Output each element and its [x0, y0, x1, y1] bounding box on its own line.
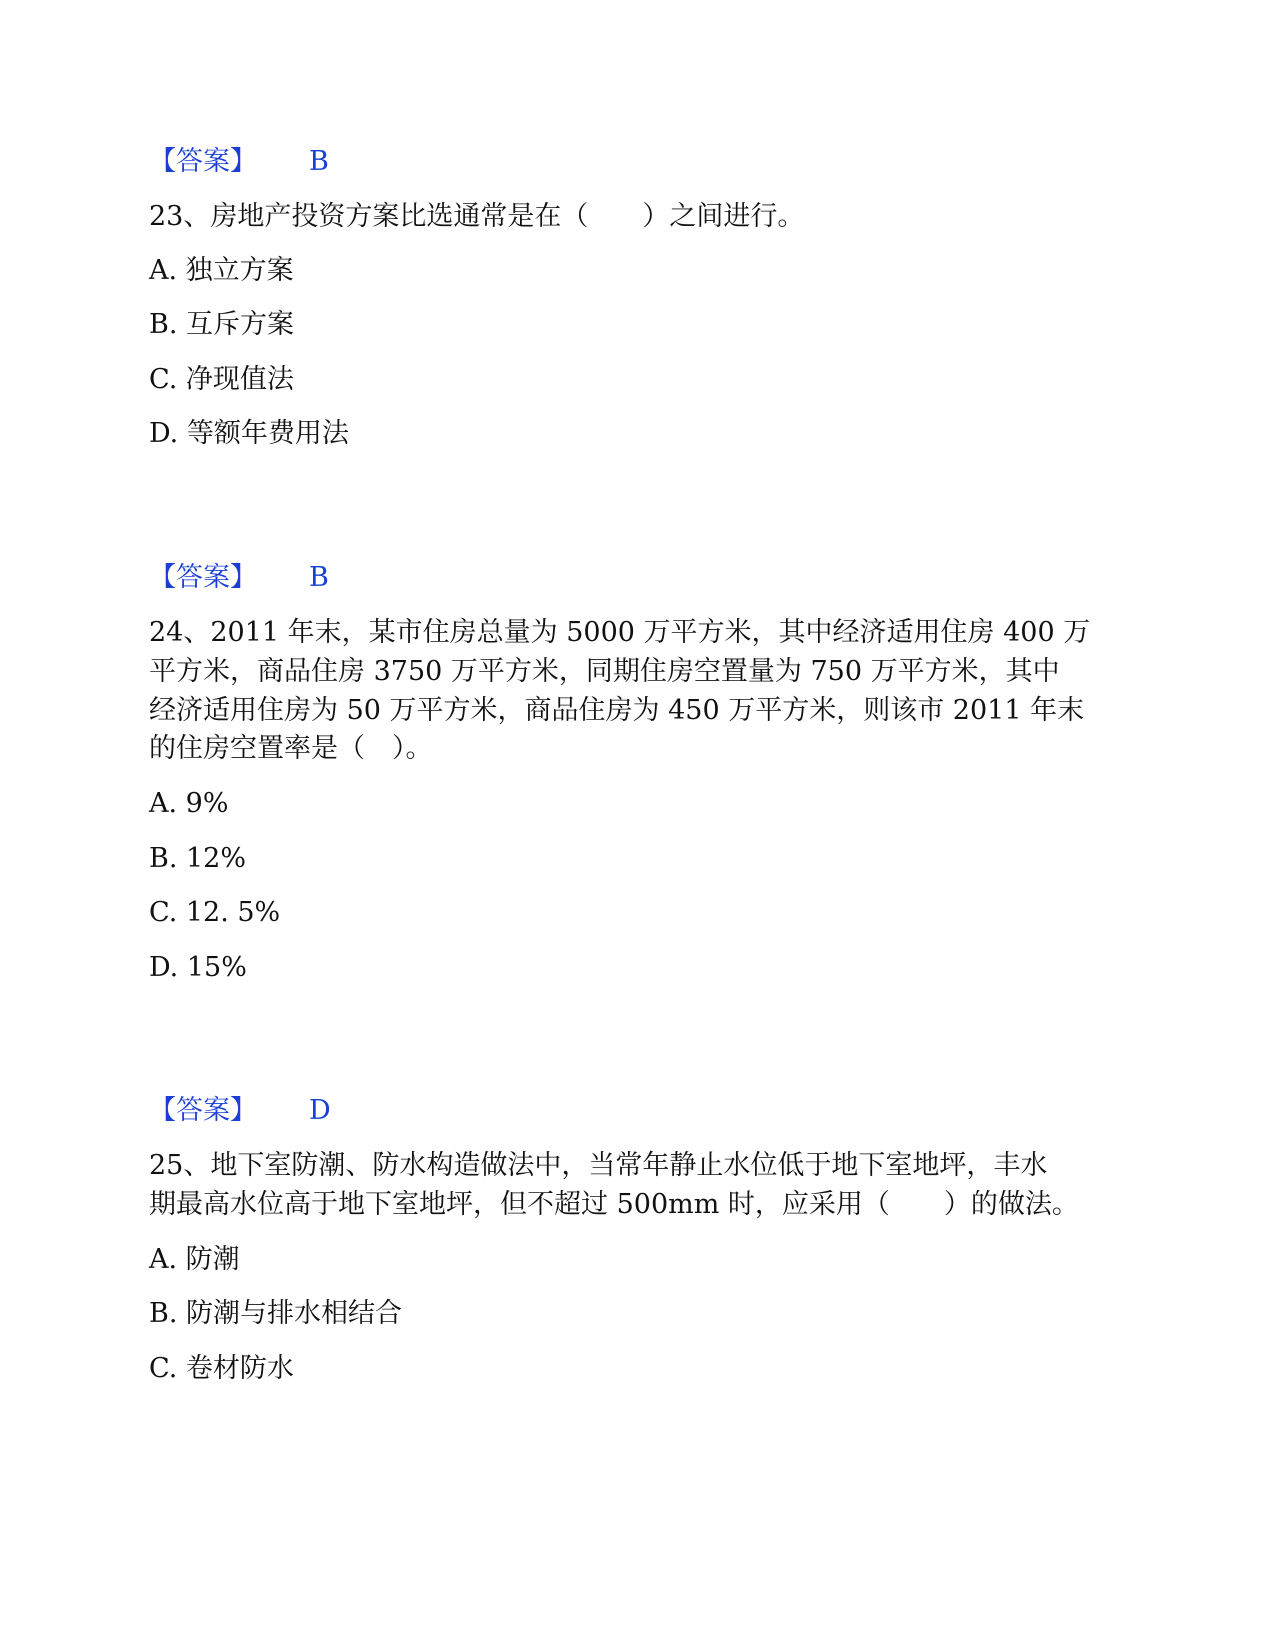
q23-option-a: A. 独立方案	[149, 255, 294, 286]
question-24-stem-line-4: 的住房空置率是（ ）。	[149, 733, 433, 764]
question-24-stem-line-3: 经济适用住房为 50 万平方米，商品住房为 450 万平方米，则该市 2011 年末	[149, 695, 1085, 726]
q24-option-b: B. 12%	[149, 843, 247, 874]
q24-option-a: A. 9%	[149, 788, 229, 819]
q25-option-c: C. 卷材防水	[149, 1353, 294, 1384]
question-23-stem: 23、房地产投资方案比选通常是在（ ）之间进行。	[149, 201, 805, 232]
answer-line-2	[149, 558, 329, 598]
answer-value: B	[309, 146, 329, 177]
question-24-stem-line-1: 24、2011 年末，某市住房总量为 5000 万平方米，其中经济适用住房 400 万	[149, 617, 1091, 648]
answer-label: 【答案】	[149, 562, 257, 593]
answer-value: B	[309, 562, 329, 593]
question-25-stem-line-2: 期最高水位高于地下室地坪，但不超过 500mm 时，应采用（ ）的做法。	[149, 1189, 1079, 1220]
answer-line-1	[149, 142, 329, 182]
answer-label: 【答案】	[149, 146, 257, 177]
question-25-stem-line-1: 25、地下室防潮、防水构造做法中，当常年静止水位低于地下室地坪，丰水	[149, 1150, 1048, 1181]
q24-option-c: C. 12. 5%	[149, 897, 281, 928]
q23-option-d: D. 等额年费用法	[149, 418, 349, 449]
answer-line-3	[149, 1091, 331, 1131]
q24-option-d: D. 15%	[149, 952, 247, 983]
answer-value: D	[309, 1095, 331, 1126]
q23-option-c: C. 净现值法	[149, 364, 294, 395]
answer-label: 【答案】	[149, 1095, 257, 1126]
q23-option-b: B. 互斥方案	[149, 309, 295, 340]
q25-option-b: B. 防潮与排水相结合	[149, 1298, 403, 1329]
q25-option-a: A. 防潮	[149, 1244, 240, 1275]
question-24-stem-line-2: 平方米，商品住房 3750 万平方米，同期住房空置量为 750 万平方米，其中	[149, 656, 1060, 687]
